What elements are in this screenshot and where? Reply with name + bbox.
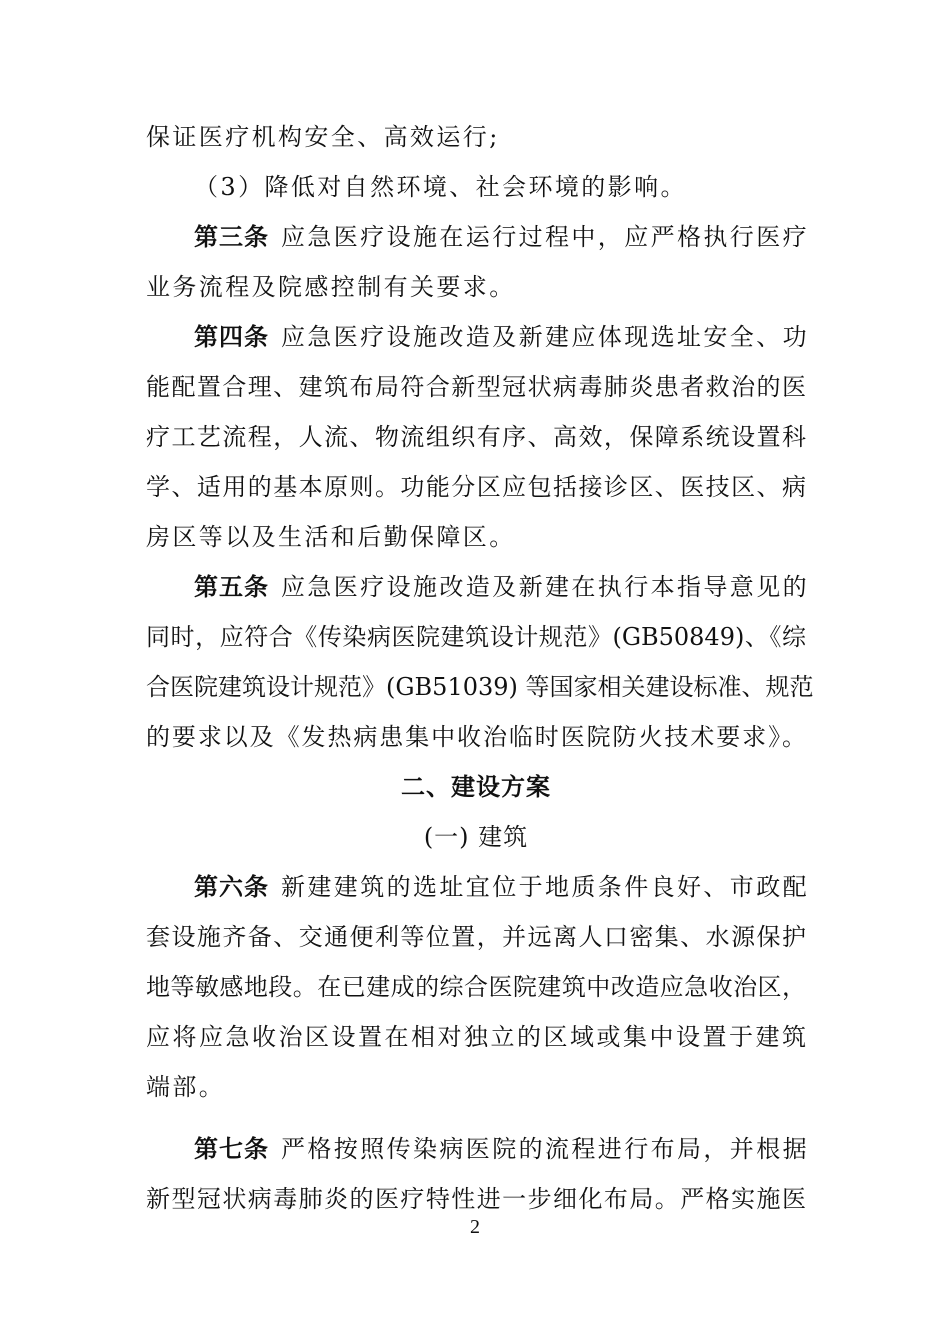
- article-4-heading: 第四条: [194, 322, 269, 351]
- body-line: 应将应急收治区设置在相对独立的区域或集中设置于建筑: [146, 1023, 806, 1051]
- article-7-line: 第七条 严格按照传染病医院的流程进行布局，并根据: [194, 1134, 809, 1163]
- body-line: 同时，应符合《传染病医院建筑设计规范》(GB50849)、《综: [146, 623, 806, 651]
- body-line: 业务流程及院感控制有关要求。: [146, 273, 516, 301]
- body-line: 保证医疗机构安全、高效运行;: [146, 123, 500, 151]
- body-line: 的要求以及《发热病患集中收治临时医院防火技术要求》。: [146, 723, 806, 751]
- body-line: 套设施齐备、交通便利等位置，并远离人口密集、水源保护: [146, 923, 806, 951]
- article-4-line: 第四条 应急医疗设施改造及新建应体现选址安全、功: [194, 322, 809, 351]
- body-line: 学、适用的基本原则。功能分区应包括接诊区、医技区、病: [146, 473, 806, 501]
- article-7-heading: 第七条: [194, 1134, 269, 1163]
- body-line: （3）降低对自然环境、社会环境的影响。: [194, 173, 687, 201]
- body-line: 地等敏感地段。在已建成的综合医院建筑中改造应急收治区，: [146, 973, 806, 1001]
- body-line: 能配置合理、建筑布局符合新型冠状病毒肺炎患者救治的医: [146, 373, 806, 401]
- article-3-line: 第三条 应急医疗设施在运行过程中，应严格执行医疗: [194, 222, 809, 251]
- section-heading: 二、建设方案: [401, 772, 551, 801]
- document-page: [146, 112, 814, 1224]
- body-line: 合医院建筑设计规范》(GB51039) 等国家相关建设标准、规范: [146, 673, 814, 701]
- page-number: 2: [470, 1216, 480, 1238]
- article-6-line: 第六条 新建建筑的选址宜位于地质条件良好、市政配: [194, 872, 809, 901]
- body-line: 端部。: [146, 1073, 226, 1101]
- article-6-heading: 第六条: [194, 872, 269, 901]
- article-3-heading: 第三条: [194, 222, 269, 251]
- body-line: 新型冠状病毒肺炎的医疗特性进一步细化布局。严格实施医: [146, 1185, 806, 1213]
- subsection-heading: (一) 建筑: [423, 823, 529, 851]
- article-5-line: 第五条 应急医疗设施改造及新建在执行本指导意见的: [194, 572, 809, 601]
- body-line: 房区等以及生活和后勤保障区。: [146, 523, 516, 551]
- article-5-heading: 第五条: [194, 572, 269, 601]
- body-line: 疗工艺流程，人流、物流组织有序、高效，保障系统设置科: [146, 423, 806, 451]
